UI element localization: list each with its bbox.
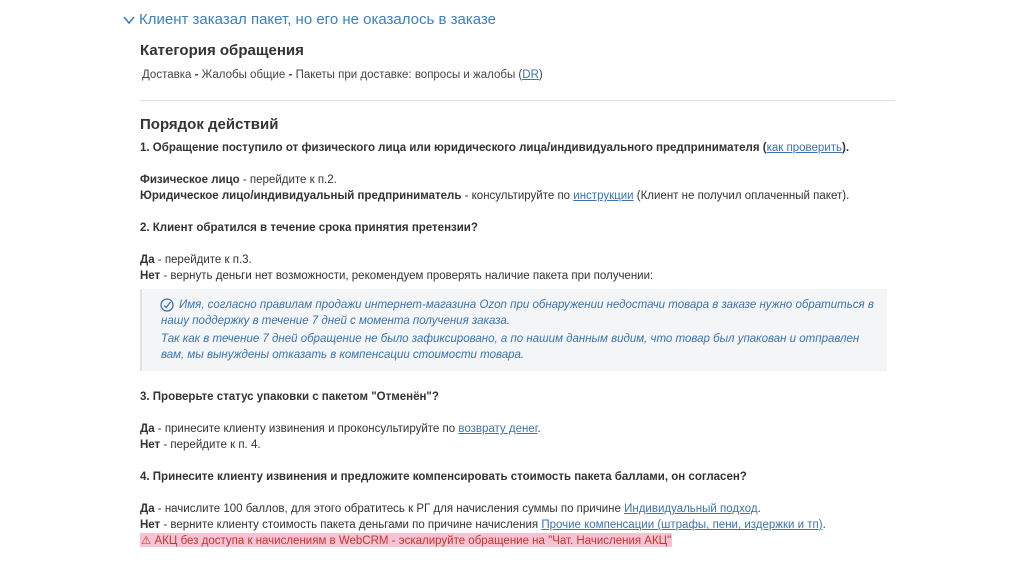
answer-label: Физическое лицо bbox=[140, 174, 240, 186]
divider bbox=[140, 100, 895, 101]
answer-label: Да bbox=[140, 503, 155, 515]
answer-text: - начислите 100 баллов, для этого обратитесь к РГ для начисления суммы по причине bbox=[154, 503, 625, 515]
step3-question: 3. Проверьте статус упаковки с пакетом "Отменён"? bbox=[140, 391, 439, 403]
answer-text: . bbox=[537, 423, 541, 435]
note-line: Так как в течение 7 дней обращение не было зафиксировано, а по нашим данным видим, что товар был упакован и отправлен bbox=[161, 333, 860, 345]
answer-text: - перейдите к п. 4. bbox=[160, 439, 261, 451]
step1-question-end: ). bbox=[841, 142, 850, 154]
category-heading: Категория обращения bbox=[140, 42, 304, 59]
note-line: нашу поддержку в течение 7 дней с момента получения заказа. bbox=[161, 315, 510, 327]
category-part: Доставка bbox=[142, 69, 192, 81]
answer-text: - верните клиенту стоимость пакета деньгами по причине начисления bbox=[160, 519, 542, 531]
instructions-link[interactable]: инструкции bbox=[573, 190, 634, 202]
expand-toggle[interactable] bbox=[122, 11, 496, 28]
separator: - bbox=[285, 69, 296, 81]
step4-answer-no bbox=[140, 519, 826, 531]
how-to-check-link[interactable]: как проверить bbox=[766, 142, 842, 154]
other-compensation-link[interactable]: Прочие компенсации (штрафы, пени, издержки и тп) bbox=[541, 519, 823, 531]
step2-answer-no bbox=[140, 270, 653, 282]
warning-banner bbox=[140, 533, 672, 547]
warning-icon: ⚠ АКЦ без доступа к начислениям в WebCRM - эскалируйте обращение на "Чат. Начисления АКЦ" bbox=[141, 535, 672, 547]
category-part: Пакеты при доставке: вопросы и жалобы bbox=[295, 69, 516, 81]
order-heading: Порядок действий bbox=[140, 116, 279, 133]
answer-label: Юридическое лицо/индивидуальный предприниматель bbox=[140, 190, 462, 202]
note-line: Имя, согласно правилам продажи интернет-магазина Ozon при обнаружении недостачи товара в заказе нужно обратиться в bbox=[179, 299, 874, 311]
refund-link[interactable]: возврату денег bbox=[458, 423, 538, 435]
answer-text: - перейдите к п.2. bbox=[239, 174, 337, 186]
answer-text: - принесите клиенту извинения и проконсультируйте по bbox=[154, 423, 459, 435]
paren: ( bbox=[518, 69, 523, 81]
answer-label: Нет bbox=[140, 439, 161, 451]
answer-label: Нет bbox=[140, 519, 161, 531]
answer-text: - перейдите к п.3. bbox=[154, 254, 252, 266]
answer-label: Да bbox=[140, 423, 155, 435]
step4-question: 4. Принесите клиенту извинения и предложите компенсировать стоимость пакета баллами, он согласен? bbox=[140, 471, 747, 483]
answer-text: (Клиент не получил оплаченный пакет). bbox=[633, 190, 850, 202]
answer-text: . bbox=[757, 503, 761, 515]
step2-answer-yes bbox=[140, 254, 252, 266]
step1-question-text: 1. Обращение поступило от физического лица или юридического лица/индивидуального предпринимателя ( bbox=[140, 142, 767, 154]
step1-question bbox=[140, 142, 849, 154]
individual-approach-link[interactable]: Индивидуальный подход bbox=[624, 503, 758, 515]
step3-answer-no bbox=[140, 439, 261, 451]
step1-answer-legal bbox=[140, 190, 849, 202]
answer-text: - консультируйте по bbox=[461, 190, 574, 202]
answer-text: - вернуть деньги нет возможности, рекомендуем проверять наличие пакета при получении: bbox=[160, 270, 654, 282]
step3-answer-yes bbox=[140, 423, 541, 435]
chevron-down-icon bbox=[122, 13, 136, 27]
step4-answer-yes bbox=[140, 503, 761, 515]
dr-link[interactable]: DR bbox=[522, 69, 539, 81]
category-part: Жалобы общие bbox=[201, 69, 286, 81]
answer-label: Да bbox=[140, 254, 155, 266]
separator: - bbox=[191, 69, 202, 81]
answer-text: . bbox=[822, 519, 826, 531]
category-path bbox=[142, 69, 543, 81]
answer-label: Нет bbox=[140, 270, 161, 282]
note-line: вам, мы вынуждены отказать в компенсации стоимости товара. bbox=[161, 349, 525, 361]
script-note bbox=[140, 289, 887, 371]
check-circle-icon bbox=[160, 298, 174, 312]
paren: ) bbox=[538, 69, 543, 81]
step1-answer-individual bbox=[140, 174, 337, 186]
expand-title: Клиент заказал пакет, но его не оказалось в заказе bbox=[139, 11, 496, 28]
step2-question: 2. Клиент обратился в течение срока принятия претензии? bbox=[140, 222, 478, 234]
